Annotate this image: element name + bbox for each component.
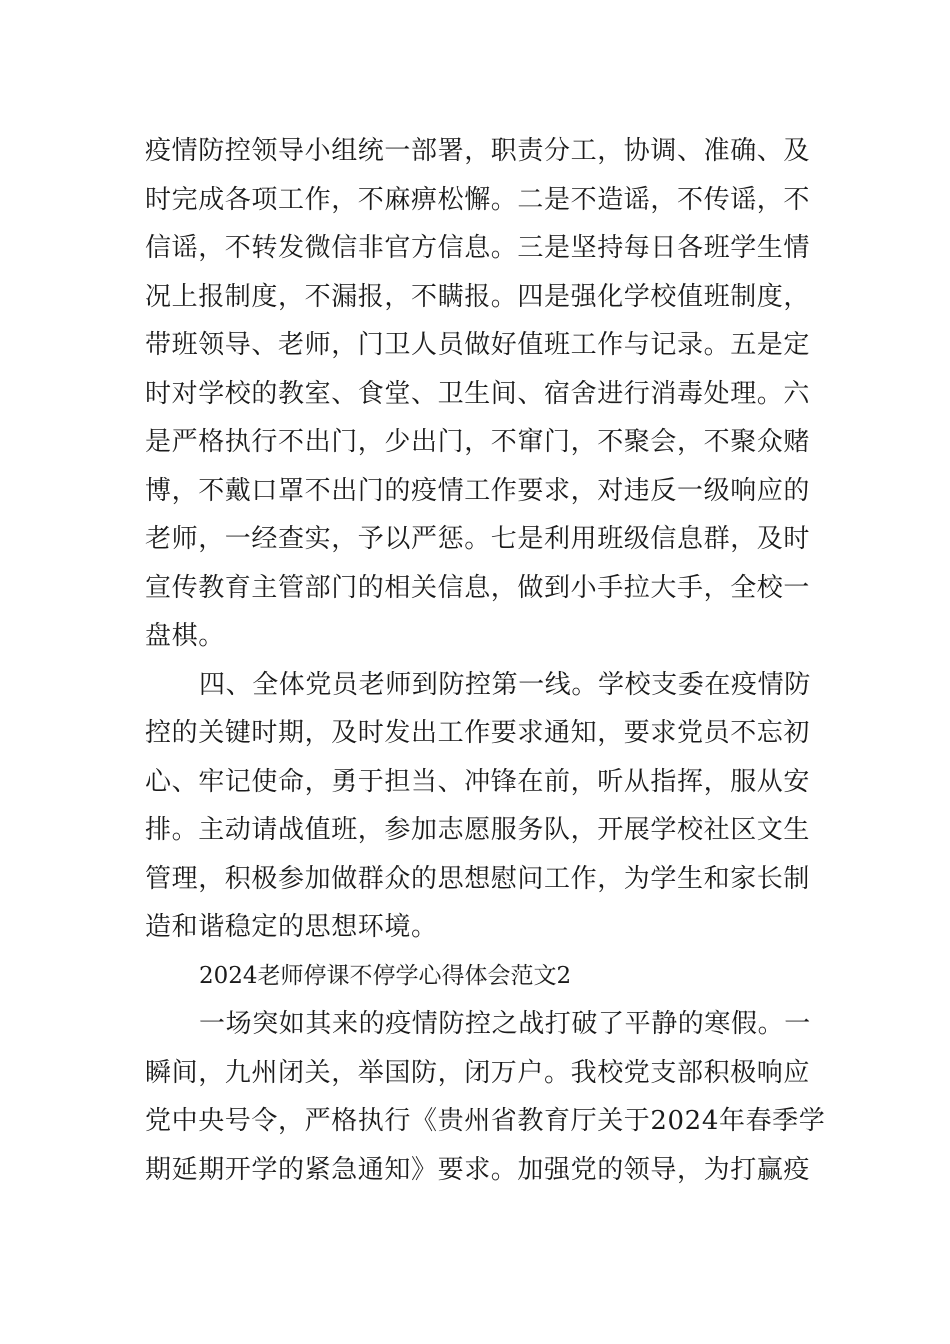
section-heading [145, 952, 810, 1001]
text-line: 瞬间，九州闭关，举国防，闭万户。我校党支部积极响应 [145, 1057, 811, 1088]
paragraph [145, 127, 810, 661]
text-line: 排。主动请战值班，参加志愿服务队，开展学校社区文生 [145, 815, 811, 845]
text-line: 时对学校的教室、食堂、卫生间、宿舍进行消毒处理。六 [145, 378, 811, 409]
text-line: 博，不戴口罩不出门的疫情工作要求，对违反一级响应的 [145, 475, 811, 506]
text-line: 带班领导、老师，门卫人员做好值班工作与记录。五是定 [145, 330, 811, 360]
text-line: 心、牢记使命，勇于担当、冲锋在前，听从指挥，服从安 [145, 766, 811, 797]
text-line: 造和谐稳定的思想环境。 [145, 912, 438, 942]
text-line: 信谣，不转发微信非官方信息。三是坚持每日各班学生情 [145, 233, 811, 263]
text-line: 疫情防控领导小组统一部署，职责分工，协调、准确、及 [145, 136, 811, 166]
paragraph [145, 1000, 826, 1194]
text-line: 况上报制度，不漏报，不瞒报。四是强化学校值班制度， [145, 281, 811, 312]
text-line: 盘棋。 [145, 621, 225, 651]
text-line: 一场突如其来的疫情防控之战打破了平静的寒假。一 [199, 1009, 811, 1039]
document-body [145, 127, 826, 1194]
text-line: 时完成各项工作，不麻痹松懈。二是不造谣，不传谣，不 [145, 184, 811, 215]
text-line: 老师，一经查实，予以严惩。七是利用班级信息群，及时 [145, 524, 811, 554]
heading-line: 2024老师停课不停学心得体会范文2 [199, 962, 572, 989]
paragraph [145, 661, 810, 952]
text-line: 控的关键时期，及时发出工作要求通知，要求党员不忘初 [145, 718, 811, 748]
text-line: 宣传教育主管部门的相关信息，做到小手拉大手，全校一 [145, 572, 811, 603]
text-line: 四、全体党员老师到防控第一线。学校支委在疫情防 [199, 669, 811, 700]
text-line: 党中央号令，严格执行《贵州省教育厅关于2024年春季学 [145, 1106, 826, 1136]
text-line: 是严格执行不出门，少出门，不窜门，不聚会，不聚众赌 [145, 427, 811, 457]
text-line: 期延期开学的紧急通知》要求。加强党的领导，为打赢疫 [145, 1154, 811, 1185]
text-line: 管理，积极参加做群众的思想慰问工作，为学生和家长制 [145, 863, 811, 894]
